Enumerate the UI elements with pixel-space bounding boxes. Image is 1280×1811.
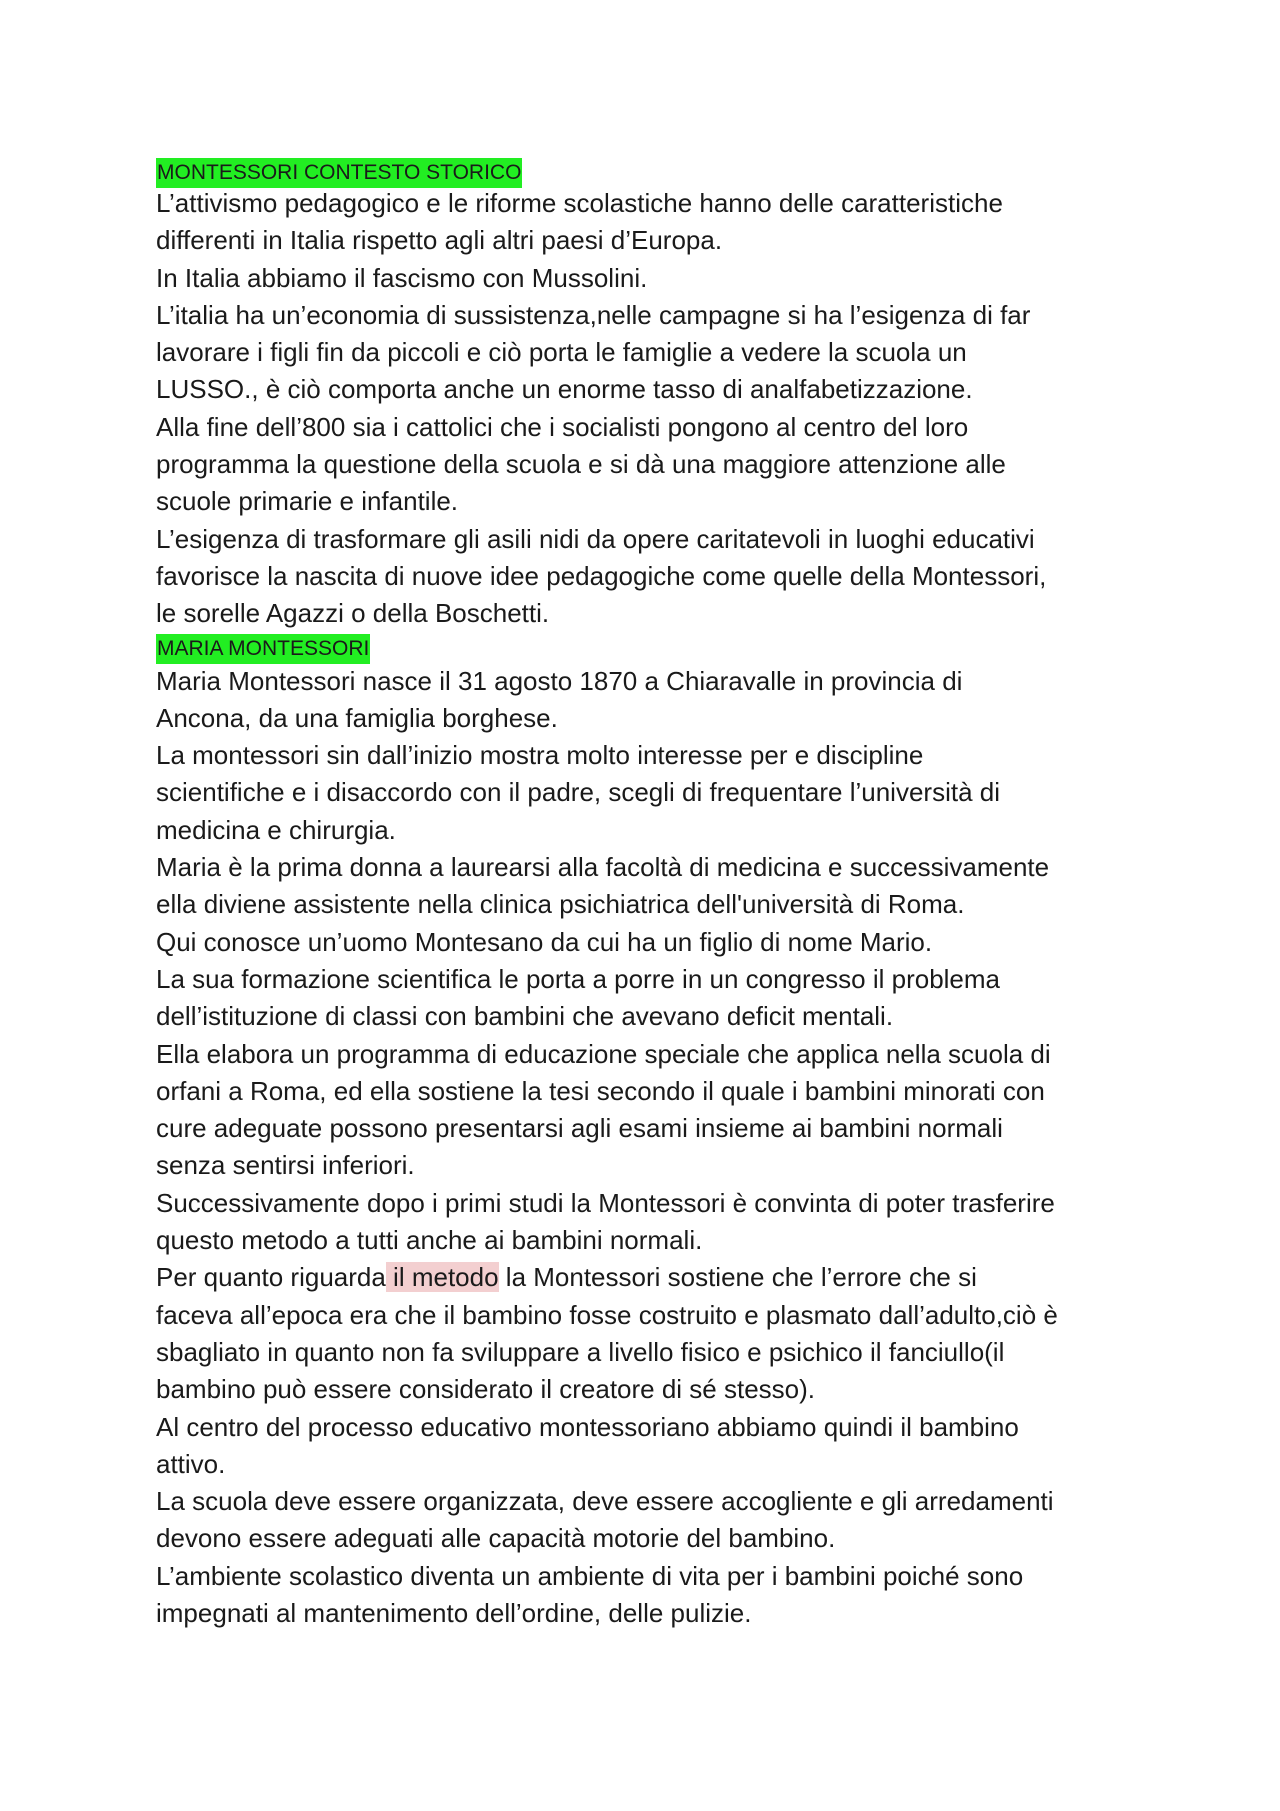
paragraph-line-highlighted	[156, 1259, 1156, 1296]
paragraph-line: le sorelle Agazzi o della Boschetti.	[156, 598, 550, 629]
paragraph-line: Maria è la prima donna a laurearsi alla facoltà di medicina e successivamente	[156, 852, 1050, 883]
paragraph-line: dell’istituzione di classi con bambini che avevano deficit mentali.	[156, 1001, 894, 1032]
paragraph-line: orfani a Roma, ed ella sostiene la tesi secondo il quale i bambini minorati con	[156, 1075, 1045, 1106]
paragraph-line: favorisce la nascita di nuove idee pedagogiche come quelle della Montessori,	[156, 560, 1047, 591]
paragraph-line: lavorare i figli fin da piccoli e ciò porta le famiglie a vedere la scuola un	[156, 337, 967, 368]
paragraph-line: In Italia abbiamo il fascismo con Mussolini.	[156, 262, 648, 293]
paragraph-line: La scuola deve essere organizzata, deve essere accogliente e gli arredamenti	[156, 1486, 1054, 1517]
paragraph-line: Qui conosce un’uomo Montesano da cui ha un figlio di nome Mario.	[156, 926, 933, 957]
section-body-maria-montessori-continued	[156, 1297, 1156, 1633]
paragraph-line: programma la questione della scuola e si dà una maggiore attenzione alle	[156, 449, 1006, 480]
paragraph-line: impegnati al mantenimento dell’ordine, delle pulizie.	[156, 1597, 752, 1628]
paragraph-line: sbagliato in quanto non fa sviluppare a livello fisico e psichico il fanciullo(il	[156, 1336, 1005, 1367]
section-heading-maria-montessori: MARIA MONTESSORI	[156, 634, 370, 664]
paragraph-line: Alla fine dell’800 sia i cattolici che i socialisti pongono al centro del loro	[156, 411, 969, 442]
document-page	[156, 155, 1156, 1632]
paragraph-line: L’attivismo pedagogico e le riforme scolastiche hanno delle caratteristiche	[156, 188, 1003, 218]
section-heading-wrapper	[156, 155, 1156, 185]
paragraph-line: ella diviene assistente nella clinica psichiatrica dell'università di Roma.	[156, 889, 965, 920]
paragraph-line: La sua formazione scientifica le porta a porre in un congresso il problema	[156, 963, 1001, 994]
paragraph-line: La montessori sin dall’inizio mostra molto interesse per e discipline	[156, 740, 924, 771]
paragraph-line: medicina e chirurgia.	[156, 814, 396, 845]
paragraph-line: LUSSO., è ciò comporta anche un enorme tasso di analfabetizzazione.	[156, 374, 973, 405]
paragraph-line: Al centro del processo educativo montessoriano abbiamo quindi il bambino	[156, 1411, 1019, 1442]
section-body-maria-montessori	[156, 663, 1156, 1260]
highlighted-text: il metodo	[385, 1262, 499, 1293]
paragraph-line: Ella elabora un programma di educazione speciale che applica nella scuola di	[156, 1038, 1051, 1069]
paragraph-line: bambino può essere considerato il creatore di sé stesso).	[156, 1374, 816, 1405]
section-body-contesto-storico	[156, 185, 1156, 633]
paragraph-line: L’italia ha un’economia di sussistenza,nelle campagne si ha l’esigenza di far	[156, 299, 1031, 330]
paragraph-line: L’ambiente scolastico diventa un ambiente di vita per i bambini poiché sono	[156, 1560, 1024, 1591]
paragraph-line: devono essere adeguati alle capacità motorie del bambino.	[156, 1523, 836, 1554]
paragraph-line: Ancona, da una famiglia borghese.	[156, 702, 558, 733]
paragraph-line: attivo.	[156, 1448, 226, 1479]
paragraph-line: senza sentirsi inferiori.	[156, 1150, 415, 1181]
paragraph-line: scientifiche e i disaccordo con il padre, scegli di frequentare l’università di	[156, 777, 1000, 808]
paragraph-line: differenti in Italia rispetto agli altri paesi d’Europa.	[156, 225, 723, 256]
paragraph-line: L’esigenza di trasformare gli asili nidi da opere caritatevoli in luoghi educativi	[156, 523, 1035, 554]
paragraph-line: Maria Montessori nasce il 31 agosto 1870 a Chiaravalle in provincia di	[156, 665, 963, 696]
paragraph-line: cure adeguate possono presentarsi agli esami insieme ai bambini normali	[156, 1113, 1003, 1144]
paragraph-line: faceva all’epoca era che il bambino fosse costruito e plasmato dall’adulto,ciò è	[156, 1299, 1058, 1330]
paragraph-line: questo metodo a tutti anche ai bambini normali.	[156, 1225, 703, 1256]
text-run: Per quanto riguarda	[156, 1262, 386, 1293]
section-heading-wrapper	[156, 631, 1156, 661]
text-run: la Montessori sostiene che l’errore che si	[498, 1262, 977, 1293]
section-heading-contesto-storico: MONTESSORI CONTESTO STORICO	[156, 158, 522, 188]
paragraph-line: Successivamente dopo i primi studi la Montessori è convinta di poter trasferire	[156, 1187, 1055, 1218]
paragraph-line: scuole primarie e infantile.	[156, 486, 459, 517]
